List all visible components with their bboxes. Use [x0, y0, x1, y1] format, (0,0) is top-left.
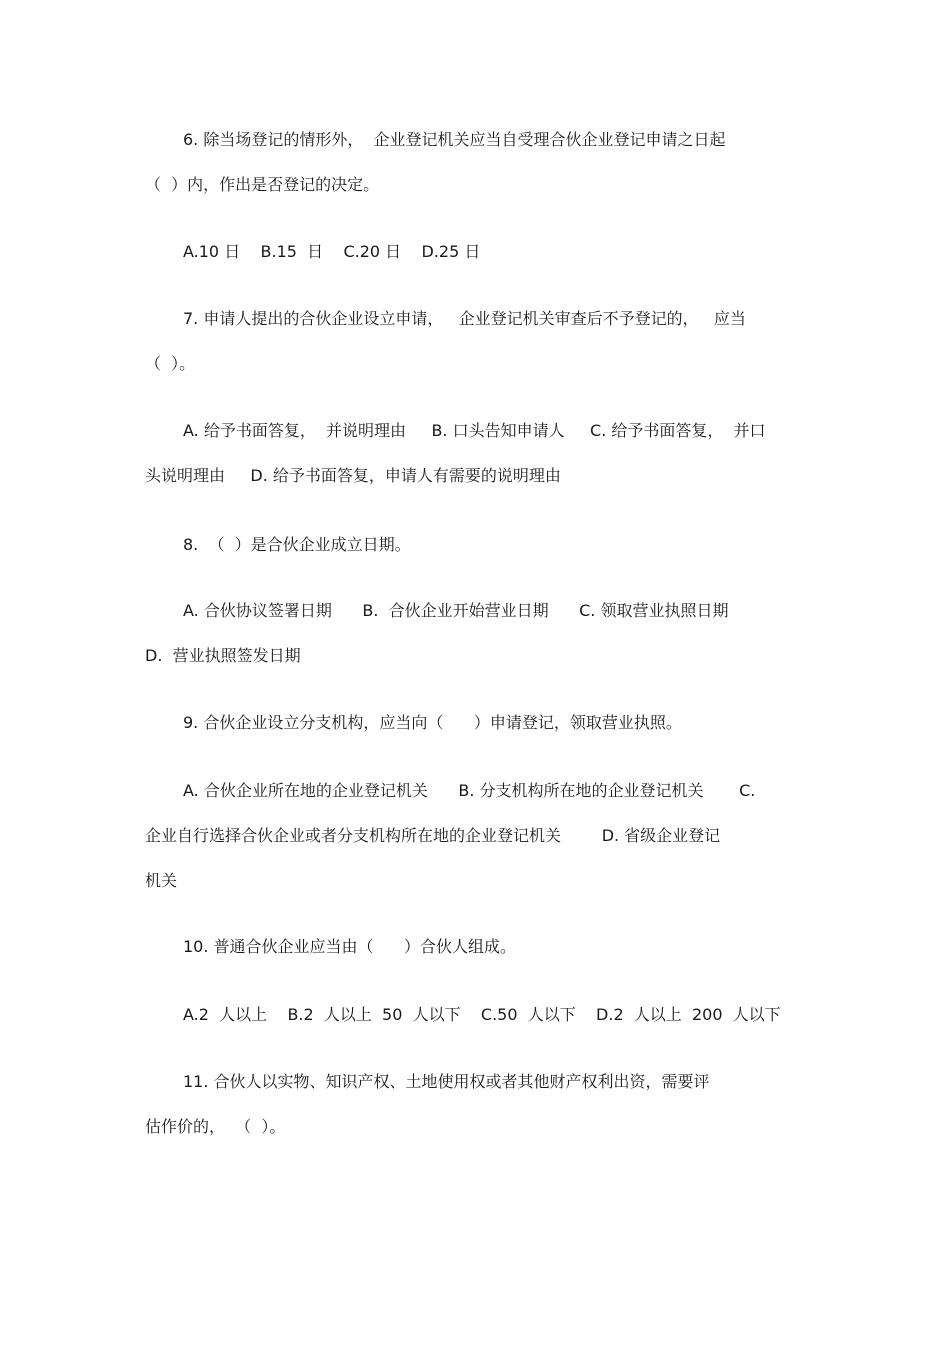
question-6-line-1: 6. 除当场登记的情形外， 企业登记机关应当自受理合伙企业登记申请之日起: [183, 130, 726, 149]
question-10-options: A.2 人以上 B.2 人以上 50 人以下 C.50 人以下 D.2 人以上 200 人以下: [183, 1005, 781, 1024]
question-11-line-2: 估作价的， （ ）。: [145, 1117, 286, 1136]
question-6-line-2: （ ）内，作出是否登记的决定。: [145, 175, 380, 194]
question-9-options-line-3: 机关: [145, 871, 178, 890]
question-7-line-2: （ ）。: [145, 354, 196, 373]
question-9-line-1: 9. 合伙企业设立分支机构，应当向（ ）申请登记，领取营业执照。: [183, 713, 682, 732]
question-8-options-line-1: A. 合伙协议签署日期 B. 合伙企业开始营业日期 C. 领取营业执照日期: [183, 601, 729, 620]
question-9-options-line-2: 企业自行选择合伙企业或者分支机构所在地的企业登记机关 D. 省级企业登记: [145, 826, 721, 845]
question-8-options-line-2: D. 营业执照签发日期: [145, 646, 301, 665]
question-10-line-1: 10. 普通合伙企业应当由（ ）合伙人组成。: [183, 937, 517, 956]
question-7-options-line-1: A. 给予书面答复， 并说明理由 B. 口头告知申请人 C. 给予书面答复， 并口: [183, 421, 766, 440]
question-9-options-line-1: A. 合伙企业所在地的企业登记机关 B. 分支机构所在地的企业登记机关 C.: [183, 781, 756, 800]
question-11-line-1: 11. 合伙人以实物、知识产权、土地使用权或者其他财产权利出资，需要评: [183, 1072, 710, 1091]
question-7-options-line-2: 头说明理由 D. 给予书面答复，申请人有需要的说明理由: [145, 466, 561, 485]
question-8-line-1: 8. （ ）是合伙企业成立日期。: [183, 535, 411, 554]
question-7-line-1: 7. 申请人提出的合伙企业设立申请， 企业登记机关审查后不予登记的， 应当: [183, 309, 746, 328]
question-6-options: A.10 日 B.15 日 C.20 日 D.25 日: [183, 242, 481, 261]
